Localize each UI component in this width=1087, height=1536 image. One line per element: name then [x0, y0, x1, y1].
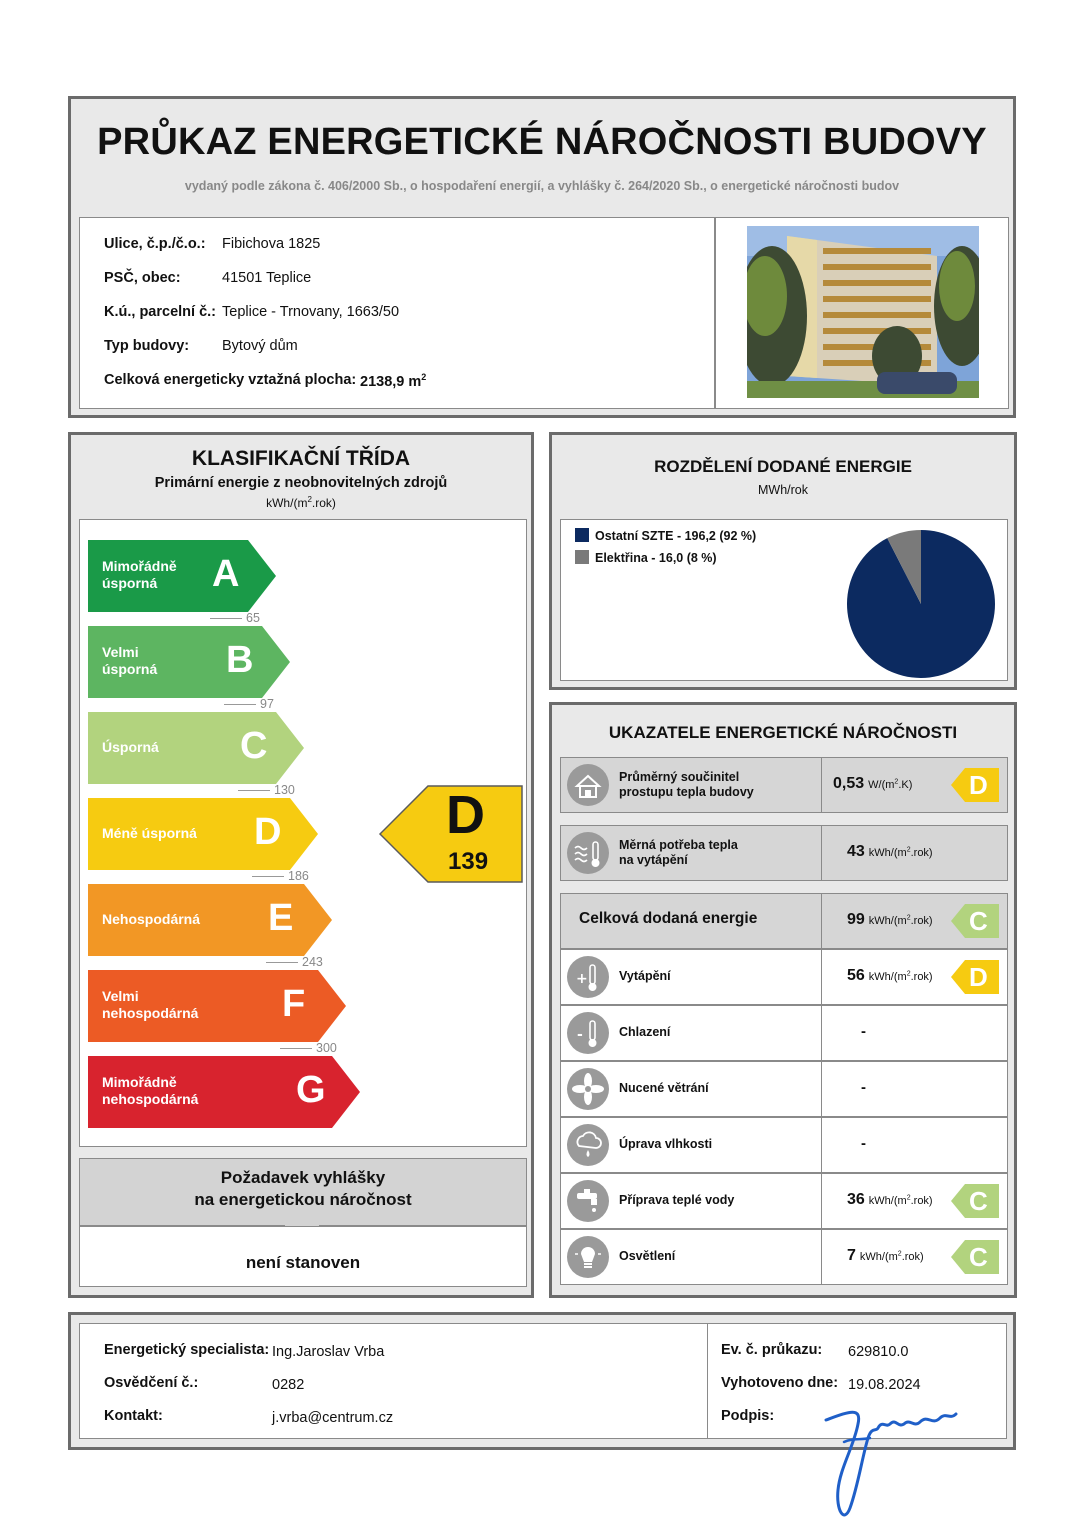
class-letter: E — [268, 897, 294, 939]
zip-label: PSČ, obec: — [104, 270, 181, 286]
indicator-class-badge: D — [951, 960, 999, 994]
signature — [818, 1398, 968, 1528]
indicator-row — [560, 1005, 1008, 1061]
type-label: Typ budovy: — [104, 338, 190, 354]
hot-water-tap-icon — [567, 1180, 609, 1222]
class-threshold: 300 — [280, 1041, 337, 1055]
indicator-divider — [821, 1062, 822, 1116]
issued-value: 19.08.2024 — [848, 1377, 921, 1393]
energy-split-unit: MWh/rok — [758, 483, 808, 497]
class-label: Nehospodárná — [102, 911, 201, 927]
indicator-label: Měrná potřeba tepla na vytápění — [619, 838, 738, 867]
signature-label: Podpis: — [721, 1408, 775, 1424]
indicator-row — [560, 949, 1008, 1005]
humidity-icon — [567, 1124, 609, 1166]
requirement-line-2: na energetickou náročnost — [194, 1190, 412, 1209]
energy-split-title: ROZDĚLENÍ DODANÉ ENERGIE — [654, 457, 912, 476]
indicator-label: Úprava vlhkosti — [619, 1137, 713, 1151]
indicator-divider — [821, 826, 822, 880]
classification-unit: kWh/$(m^2.rok)$ — [266, 495, 336, 510]
indicator-label: Příprava teplé vody — [619, 1193, 735, 1207]
legend-label: Elektřina - 16,0 (8 %) — [595, 551, 717, 565]
class-letter: C — [240, 725, 268, 767]
class-threshold: 130 — [238, 783, 295, 797]
class-letter: D — [254, 811, 282, 853]
svg-text:+: + — [576, 971, 588, 987]
cert-label: Osvědčení č.: — [104, 1375, 199, 1391]
class-bar-a — [88, 540, 278, 612]
indicator-row — [560, 893, 1008, 949]
ev-label: Ev. č. průkazu: — [721, 1342, 823, 1358]
indicator-label: Osvětlení — [619, 1249, 676, 1263]
indicator-divider — [821, 1230, 822, 1284]
indicator-value: - — [861, 1135, 866, 1152]
area-value: 2138,9 $m^2$ — [360, 372, 427, 390]
class-label: Mimořádně úsporná — [102, 558, 177, 591]
fan-icon — [567, 1068, 609, 1110]
class-letter: F — [282, 983, 306, 1025]
indicator-value: 43 kWh/$(m^2.rok)$ — [847, 843, 933, 860]
indicator-label: Chlazení — [619, 1025, 671, 1039]
class-letter: B — [226, 639, 254, 681]
zip-value: 41501 Teplice — [222, 270, 312, 286]
requirement-value: není stanoven — [245, 1253, 361, 1272]
indicator-value: 36 kWh/$(m^2.rok)$ — [847, 1191, 933, 1208]
cert-value: 0282 — [272, 1377, 305, 1393]
class-label: Mimořádně nehospodárná — [102, 1074, 199, 1107]
cooling-icon — [567, 1012, 609, 1054]
class-threshold: 65 — [210, 611, 260, 625]
indicator-row — [560, 1117, 1008, 1173]
class-label: Velmi nehospodárná — [102, 988, 199, 1021]
requirement-body — [79, 1226, 527, 1287]
indicator-class-badge: C — [951, 1184, 999, 1218]
indicators-section — [549, 702, 1017, 1298]
lighting-icon — [567, 1236, 609, 1278]
requirement-header — [79, 1158, 527, 1226]
indicator-class-badge: C — [951, 904, 999, 938]
class-label: Méně úsporná — [102, 825, 197, 841]
indicator-divider — [821, 758, 822, 812]
class-threshold: 97 — [224, 697, 274, 711]
indicator-row — [560, 1229, 1008, 1285]
legend-item — [575, 528, 756, 543]
energy-split-chart — [560, 519, 1008, 681]
legend-item — [575, 550, 717, 565]
pie-chart — [841, 524, 1001, 684]
indicator-value: 56 kWh/$(m^2.rok)$ — [847, 967, 933, 984]
parcel-label: K.ú., parcelní č.: — [104, 304, 216, 320]
svg-text:-: - — [577, 1027, 583, 1043]
indicator-value: 99 kWh/$(m^2.rok)$ — [847, 911, 933, 928]
contact-value: j.vrba@centrum.cz — [272, 1410, 394, 1426]
energy-class-scale — [79, 519, 527, 1147]
document-title: PRŮKAZ ENERGETICKÉ NÁROČNOSTI BUDOVY — [97, 121, 987, 163]
classification-subtitle: Primární energie z neobnovitelných zdrojů — [154, 475, 448, 491]
header-section — [68, 96, 1016, 418]
document-subtitle: vydaný podle zákona č. 406/2000 Sb., o hospodaření energií, a vyhlášky č. 264/2020 Sb., o energetické náročnosti budov — [184, 179, 900, 193]
class-threshold: 243 — [266, 955, 323, 969]
indicator-row — [560, 825, 1008, 881]
class-bar-d — [88, 798, 320, 870]
current-class-value: 139 — [448, 848, 489, 875]
class-bar-g — [88, 1056, 362, 1128]
indicator-divider — [821, 894, 822, 948]
class-letter: A — [212, 553, 240, 595]
indicator-divider — [821, 950, 822, 1004]
current-class-indicator — [378, 784, 524, 884]
heat-thermometer-icon — [567, 832, 609, 874]
indicator-value: - — [861, 1079, 866, 1096]
legend-swatch — [575, 528, 589, 542]
specialist-label: Energetický specialista: — [104, 1342, 270, 1358]
class-label: Velmi úsporná — [102, 644, 158, 677]
street-label: Ulice, č.p./č.o.: — [104, 236, 206, 252]
heating-icon — [567, 956, 609, 998]
class-bar-c — [88, 712, 306, 784]
classification-section — [68, 432, 534, 1298]
building-photo — [747, 226, 979, 398]
area-label: Celková energeticky vztažná plocha: — [104, 372, 357, 388]
indicator-value: - — [861, 1023, 866, 1040]
indicator-label: Vytápění — [619, 969, 671, 983]
indicator-class-badge: C — [951, 1240, 999, 1274]
indicator-row — [560, 1061, 1008, 1117]
energy-split-section — [549, 432, 1017, 690]
ev-value: 629810.0 — [848, 1344, 909, 1360]
requirement-line-1: Požadavek vyhlášky — [220, 1168, 386, 1187]
indicator-label: Celková dodaná energie — [579, 910, 758, 927]
street-value: Fibichova 1825 — [222, 236, 321, 252]
class-bar-b — [88, 626, 292, 698]
building-photo-panel — [715, 217, 1009, 409]
contact-label: Kontakt: — [104, 1408, 163, 1424]
building-info — [79, 217, 715, 409]
parcel-value: Teplice - Trnovany, 1663/50 — [222, 304, 400, 320]
indicator-value: 0,53 $W/(m^2.K)$ — [833, 775, 913, 792]
classification-title: KLASIFIKAČNÍ TŘÍDA — [191, 447, 411, 470]
specialist-value: Ing.Jaroslav Vrba — [272, 1344, 385, 1360]
class-bar-f — [88, 970, 348, 1042]
class-label: Úsporná — [102, 739, 159, 755]
legend-label: Ostatní SZTE - 196,2 (92 %) — [595, 529, 757, 543]
indicators-title: UKAZATELE ENERGETICKÉ NÁROČNOSTI — [608, 723, 958, 742]
current-class-letter: D — [446, 785, 485, 845]
indicator-divider — [821, 1006, 822, 1060]
issued-label: Vyhotoveno dne: — [721, 1375, 839, 1391]
house-icon — [567, 764, 609, 806]
class-threshold: 186 — [252, 869, 309, 883]
indicator-divider — [821, 1174, 822, 1228]
indicator-label: Nucené větrání — [619, 1081, 709, 1095]
indicator-divider — [821, 1118, 822, 1172]
class-letter: G — [296, 1069, 326, 1111]
type-value: Bytový dům — [222, 338, 298, 354]
indicator-class-badge: D — [951, 768, 999, 802]
indicator-row — [560, 757, 1008, 813]
indicator-label: Průměrný součinitel prostupu tepla budovy — [619, 770, 754, 799]
legend-swatch — [575, 550, 589, 564]
class-bar-e — [88, 884, 334, 956]
footer-divider — [707, 1324, 708, 1438]
indicator-value: 7 kWh/$(m^2.rok)$ — [847, 1247, 924, 1264]
indicator-row — [560, 1173, 1008, 1229]
